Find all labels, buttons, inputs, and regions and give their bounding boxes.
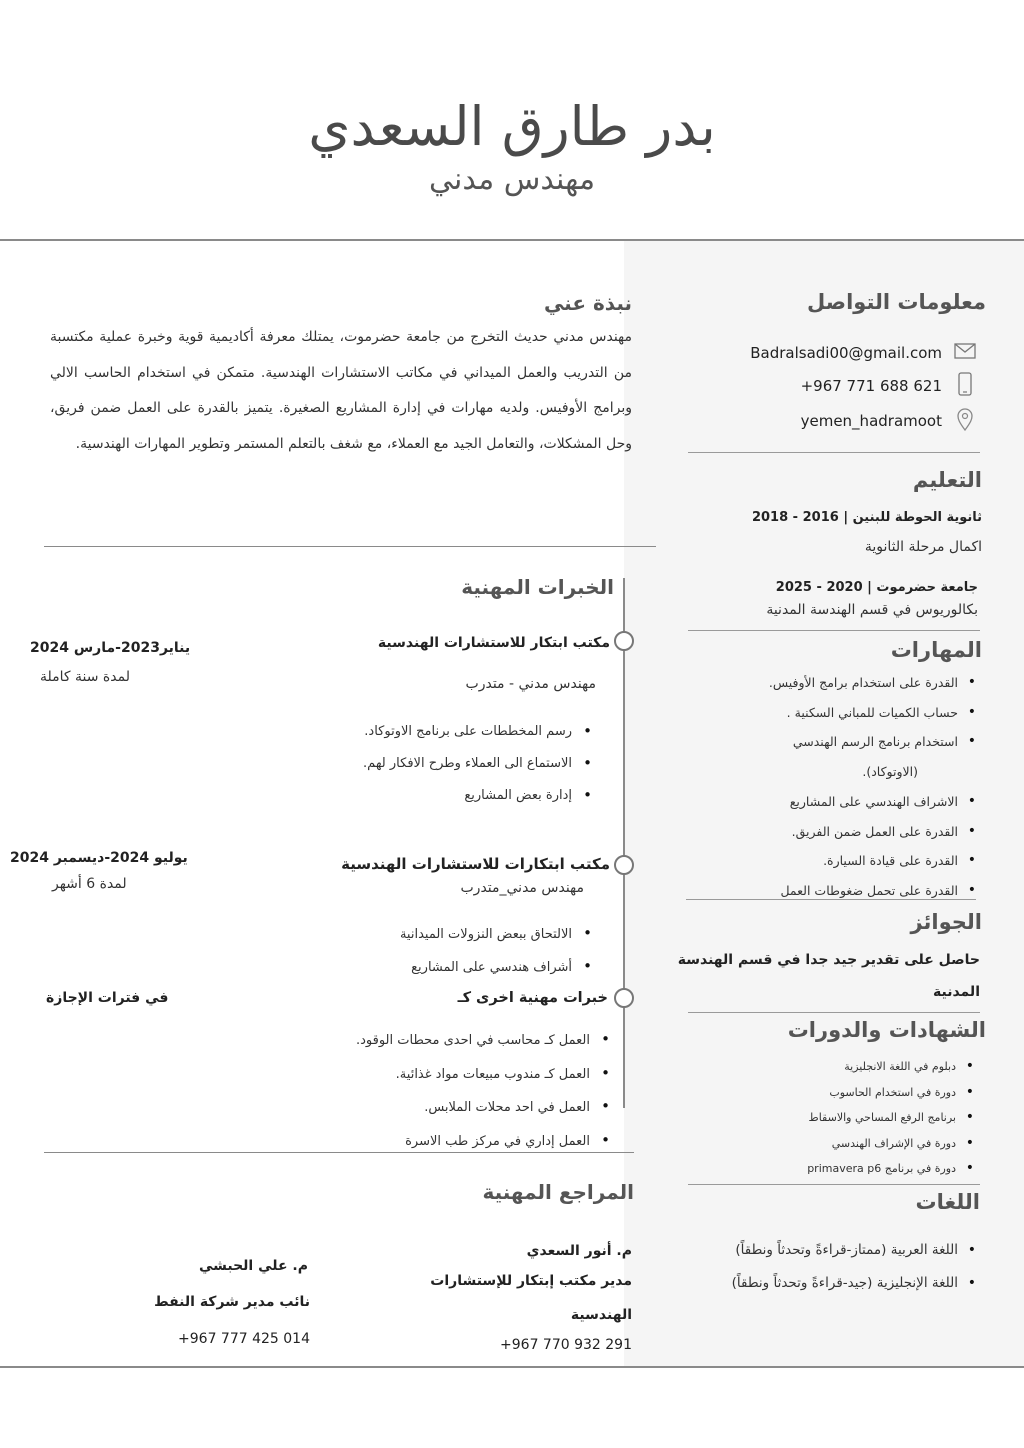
languages-list xyxy=(658,1234,978,1300)
phone-value: +967 771 688 621 xyxy=(800,377,942,395)
sidebar-divider xyxy=(688,630,980,631)
job-2-tasks xyxy=(314,918,594,984)
location-row xyxy=(801,409,976,433)
task-item: • العمل إداري في مركز طب الاسرة xyxy=(272,1125,612,1159)
award-line-2: المدنية xyxy=(933,984,980,1000)
skill-item-continued: (الاوتوكاد). xyxy=(862,764,918,780)
skills-list xyxy=(678,668,978,906)
job-2-duration: لمدة 6 أشهر xyxy=(52,876,127,892)
job-2-date: يوليو 2024-ديسمبر 2024 xyxy=(10,850,188,866)
task-item: • الاستماع الى العملاء وطرح الافكار لهم. xyxy=(314,748,594,780)
certificates-heading: الشهادات والدورات xyxy=(787,1018,986,1042)
task-item: • العمل كـ مندوب مبيعات مواد غذائية. xyxy=(272,1058,612,1092)
about-text: مهندس مدني حديث التخرج من جامعة حضرموت، يمتلك معرفة أكاديمية قوية وخبرة عملية مكتسبة من التدريب والعمل الميداني في مكاتب الاستشارات الهندسية. متمكن في استخدام الحاسب الالي وبرامج الأوفيس. ولديه مهارات في إدارة المشاريع الصغيرة. يتميز بالقدرة على العمل ضمن فريق، وحل المشكلات، والتعامل الجيد مع العملاء، مع شغف بالتعلم المستمر وتطوير المهارات الهندسية. xyxy=(50,329,632,452)
task-item: • العمل كـ محاسب في احدى محطات الوقود. xyxy=(272,1024,612,1058)
sidebar-divider xyxy=(688,1184,980,1185)
location-value: yemen_hadramoot xyxy=(800,412,942,430)
email-row xyxy=(750,341,976,365)
job-1-role: مهندس مدني - متدرب xyxy=(465,676,596,692)
timeline-dot xyxy=(614,631,634,651)
candidate-job-title: مهندس مدني xyxy=(428,162,596,197)
task-item: • أشراف هندسي على المشاريع xyxy=(314,951,594,984)
phone-row xyxy=(801,374,976,398)
sidebar-divider xyxy=(686,899,976,900)
education-item-2-title: جامعة حضرموت | 2020 - 2025 xyxy=(775,580,978,595)
skill-item: • الاشراف الهندسي على المشاريع xyxy=(678,787,978,817)
skill-item: • القدرة على تحمل ضغوطات العمل xyxy=(678,876,978,906)
task-item: • رسم المخططات على برنامج الاوتوكاد. xyxy=(314,716,594,748)
job-1-tasks xyxy=(314,716,594,812)
section-divider xyxy=(44,1152,634,1153)
skills-heading: المهارات xyxy=(890,638,982,662)
education-item-1-detail: اكمال مرحلة الثانوية xyxy=(864,539,982,555)
job-2-role: مهندس مدني_متدرب xyxy=(460,880,584,896)
contact-heading: معلومات التواصل xyxy=(807,290,986,314)
certificate-item: • دورة في استخدام الحاسوب xyxy=(716,1080,976,1106)
certificate-item: • برنامج الرفع المساحي والاسقاط xyxy=(716,1105,976,1131)
certificate-item: • دورة في برنامج primavera p6 xyxy=(716,1156,976,1182)
job-3-date: في فترات الإجازة xyxy=(46,990,169,1006)
task-item: • الالتحاق ببعض النزولات الميدانية xyxy=(314,918,594,951)
skill-item: • القدرة على العمل ضمن الفريق. xyxy=(678,817,978,847)
job-2-title: مكتب ابتكارات للاستشارات الهندسية xyxy=(341,855,610,873)
job-3-title: خبرات مهنية اخرى كـ xyxy=(457,990,608,1006)
timeline-dot xyxy=(614,855,634,875)
job-1-title: مكتب ابتكار للاستشارات الهندسية xyxy=(377,635,610,651)
certificate-item: • دورة في الإشراف الهندسي xyxy=(716,1131,976,1157)
location-pin-icon xyxy=(954,407,976,435)
reference-1-position-cont: الهندسية xyxy=(570,1307,632,1323)
email-icon xyxy=(954,343,976,363)
skill-item: • القدرة على استخدام برامج الأوفيس. xyxy=(678,668,978,698)
phone-icon xyxy=(954,372,976,400)
reference-1-phone: +967 770 932 291 xyxy=(500,1337,632,1353)
skill-item: • استخدام برنامج الرسم الهندسي xyxy=(678,727,978,757)
education-item-2-detail: بكالوريوس في قسم الهندسة المدنية xyxy=(766,602,978,618)
footer-divider xyxy=(0,1366,1024,1368)
reference-2-position: نائب مدير شركة النفط xyxy=(154,1294,310,1310)
skill-item: • القدرة على قيادة السيارة. xyxy=(678,846,978,876)
email-value[interactable]: Badralsadi00@gmail.com xyxy=(750,344,942,362)
reference-2-name: م. علي الحبشي xyxy=(198,1258,308,1274)
job-1-duration: لمدة سنة كاملة xyxy=(40,669,130,685)
job-1-date: يناير2023-مارس 2024 xyxy=(30,640,191,656)
education-item-1-title: ثانوية الحوطة للبنين | 2016 - 2018 xyxy=(751,510,982,525)
section-divider xyxy=(44,546,656,547)
language-item: • اللغة الإنجليزية (جيد-قراءةً وتحدثاً ونطقاً) xyxy=(658,1267,978,1300)
references-heading: المراجع المهنية xyxy=(482,1180,634,1204)
experience-heading: الخبرات المهنية xyxy=(461,575,614,599)
certificate-item: • دبلوم في اللغة الانجليزية xyxy=(716,1054,976,1080)
task-item: • إدارة بعض المشاريع xyxy=(314,780,594,812)
task-item: • العمل في احد محلات الملابس. xyxy=(272,1091,612,1125)
award-line-1: حاصل على تقدير جيد جدا في قسم الهندسة xyxy=(677,952,980,968)
candidate-name: بدر طارق السعدي xyxy=(308,95,716,158)
languages-heading: اللغات xyxy=(915,1190,980,1214)
language-item: • اللغة العربية (ممتاز-قراءةً وتحدثاً ونطقاً) xyxy=(658,1234,978,1267)
experience-timeline xyxy=(623,578,625,1108)
reference-1-name: م. أنور السعدي xyxy=(526,1243,632,1259)
sidebar-divider xyxy=(688,1012,980,1013)
reference-1-position: مدير مكتب إبتكار للإستشارات xyxy=(430,1273,632,1289)
reference-2-phone: +967 777 425 014 xyxy=(178,1331,310,1347)
sidebar-divider xyxy=(688,452,980,453)
awards-heading: الجوائز xyxy=(910,910,982,934)
job-3-tasks xyxy=(272,1024,612,1158)
about-heading: نبذة عني xyxy=(543,291,632,315)
timeline-dot xyxy=(614,988,634,1008)
skill-item: • حساب الكميات للمباني السكنية . xyxy=(678,698,978,728)
certificates-list xyxy=(716,1054,976,1182)
education-heading: التعليم xyxy=(912,468,982,492)
